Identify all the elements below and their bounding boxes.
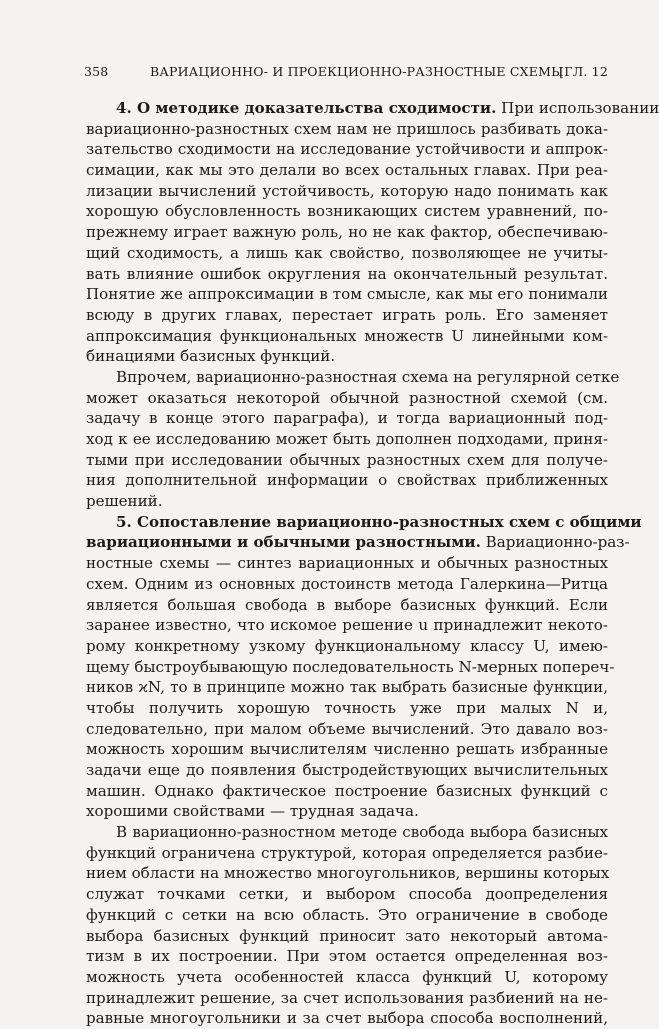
text-line: ния дополнительной информации о свойствах приближенных: [86, 471, 608, 490]
page-number: 358: [84, 64, 109, 79]
text-line: тизм в их построении. При этом остается определенная воз-: [86, 947, 608, 966]
text-line: принадлежит решение, за счет использования разбиений на не-: [86, 988, 608, 1007]
text-line: вать влияние ошибок округления на окончательный результат.: [86, 264, 608, 283]
text-line: вариационно-разностных схем нам не пришлось разбивать дока-: [86, 119, 608, 138]
text-line: чтобы получить хорошую точность уже при малых N и,: [86, 698, 608, 717]
text-line: функций с сетки на всю область. Это ограничение в свободе: [86, 905, 608, 924]
text-line: ностные схемы — синтез вариационных и обычных разностных: [86, 554, 608, 573]
text-line: задачу в конце этого параграфа), и тогда вариационный под-: [86, 409, 608, 428]
text-line: ход к ее исследованию может быть дополнен подходами, приня-: [86, 430, 608, 448]
text-line: щему быстроубывающую последовательность N-мерных попереч-: [86, 657, 615, 676]
text-line: симации, как мы это делали во всех остальных главах. При реа-: [86, 161, 608, 180]
section-heading-4: 4. О методике доказательства сходимости.: [116, 99, 497, 117]
text-line: аппроксимация функциональных множеств U линейными ком-: [86, 326, 608, 345]
text-line: бинациями базисных функций.: [86, 347, 336, 366]
text-line: можность хорошим вычислителям численно решать избранные: [86, 740, 608, 759]
text-line: нием области на множество многоугольников, вершины которых: [86, 864, 610, 883]
text-line: хорошими свойствами — трудная задача.: [86, 802, 419, 821]
section-heading-5-line-2: вариационными и обычными разностными.: [86, 533, 481, 552]
text-line: тыми при исследовании обычных разностных схем для получе-: [86, 450, 608, 469]
text-line: выбора базисных функций приносит зато некоторый автома-: [86, 926, 608, 945]
text-line: вариационными и обычными разностными. Вариационно-раз-: [86, 533, 630, 552]
text-line: Понятие же аппроксимации в том смысле, как мы его понимали: [86, 285, 608, 304]
text-line: можность учета особенностей класса функций U, которому: [86, 967, 608, 986]
text-line: прежнему играет важную роль, но не как фактор, обеспечиваю-: [86, 223, 608, 242]
chapter-label: [ГЛ. 12: [559, 64, 608, 79]
text-line: решений.: [86, 492, 163, 511]
text-line: зательство сходимости на исследование устойчивости и аппрок-: [86, 140, 608, 159]
text-line: щий сходимость, а лишь как свойство, позволяющее не учиты-: [86, 243, 608, 262]
text-line: функций ограничена структурой, которая определяется разбие-: [86, 843, 608, 862]
running-header: [84, 64, 608, 84]
running-title: ВАРИАЦИОННО- И ПРОЕКЦИОННО-РАЗНОСТНЫЕ СХЕМЫ: [150, 64, 564, 79]
text-line: равные многоугольники и за счет выбора способа восполнений,: [86, 1009, 608, 1028]
text-line: может оказаться некоторой обычной разностной схемой (см.: [86, 388, 608, 407]
text-line: 4. О методике доказательства сходимости. При использовании: [116, 99, 659, 117]
text-line: хорошую обусловленность возникающих систем уравнений, по-: [86, 202, 608, 221]
text-line: является большая свобода в выборе базисных функций. Если: [86, 595, 608, 614]
text-line: ников ϰN, то в принципе можно так выбрать базисные функции,: [86, 678, 608, 697]
text-line: машин. Однако фактическое построение базисных функций с: [86, 781, 608, 800]
text-line: В вариационно-разностном методе свобода выбора базисных: [116, 823, 608, 842]
page-body: [86, 98, 659, 1029]
text-line: заранее известно, что искомое решение u принадлежит некото-: [86, 616, 608, 635]
text-line: Впрочем, вариационно-разностная схема на регулярной сетке: [116, 367, 620, 386]
section-heading-5-line-1: 5. Сопоставление вариационно-разностных схем с общими: [116, 512, 642, 531]
text-line: всюду в других главах, перестает играть роль. Его заменяет: [86, 305, 608, 324]
text-line: следовательно, при малом объеме вычислений. Это давало воз-: [86, 719, 608, 738]
text-line: служат точками сетки, и выбором способа доопределения: [86, 885, 608, 904]
text-line: рому конкретному узкому функциональному классу U, имею-: [86, 636, 608, 655]
text-line: лизации вычислений устойчивость, которую надо понимать как: [86, 181, 608, 200]
text-line: задачи еще до появления быстродействующих вычислительных: [86, 761, 608, 779]
text-line: схем. Одним из основных достоинств метода Галеркина—Ритца: [86, 574, 608, 593]
